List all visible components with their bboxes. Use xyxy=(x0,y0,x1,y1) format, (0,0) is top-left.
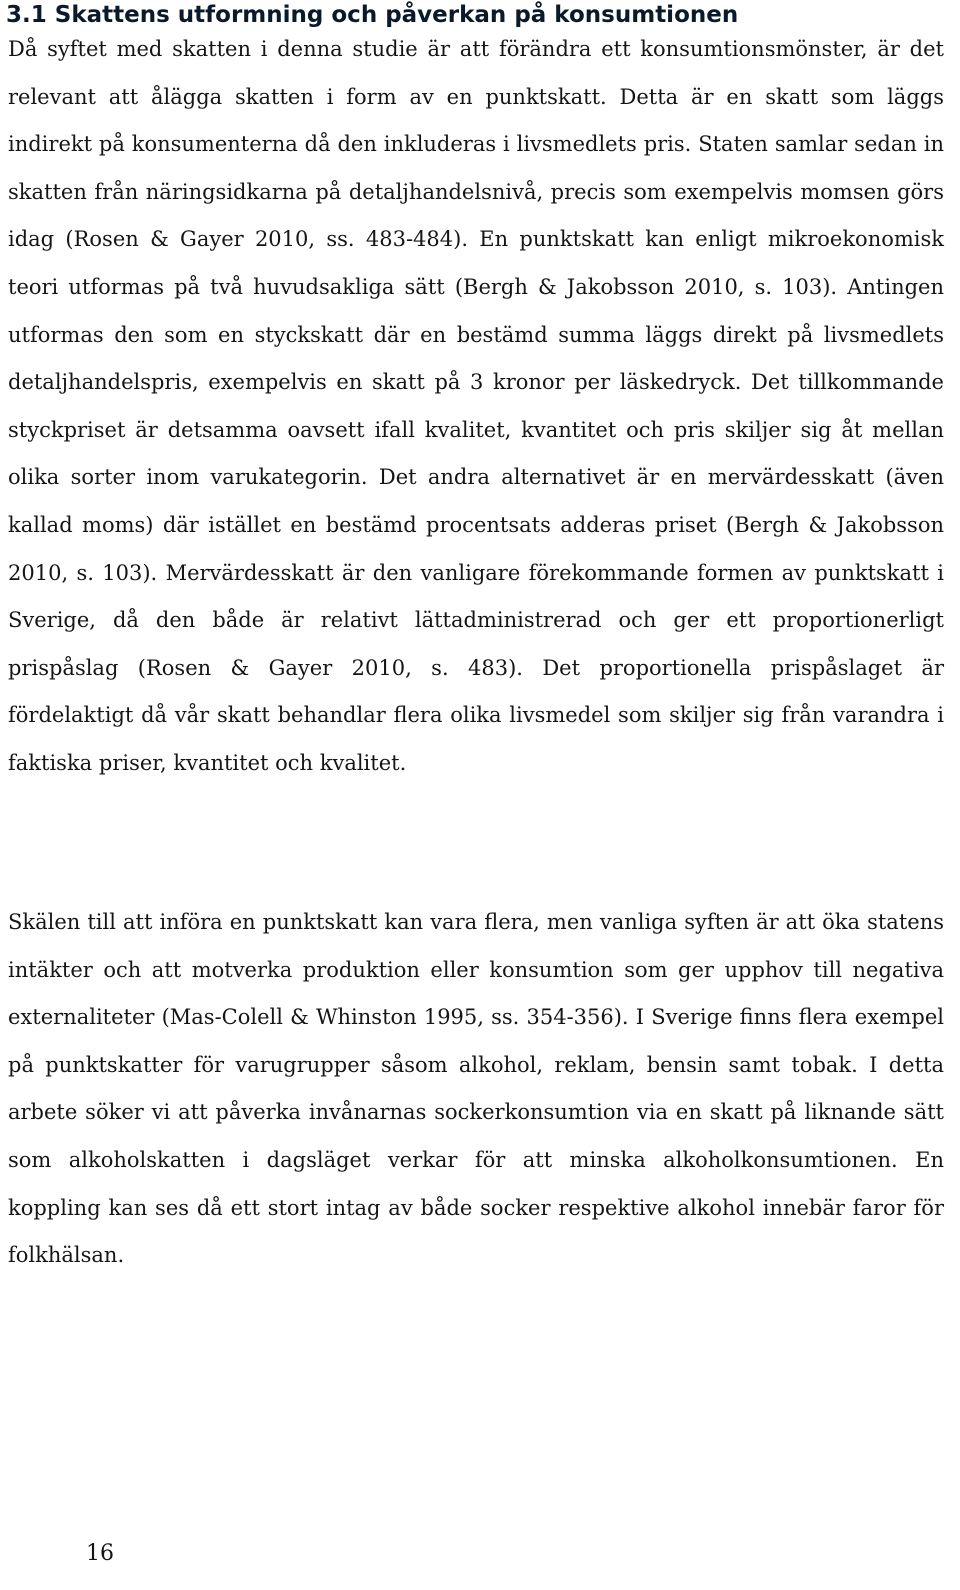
body-paragraph-2: Skälen till att införa en punktskatt kan vara flera, men vanliga syften är att öka statens intäkter och att motverka produktion eller konsumtion som ger upphov till negativa externaliteter (Mas-Colell & Whinston 1995, ss. 354-356). I Sverige finns flera exempel på punktskatter för varugrupper såsom alkohol, reklam, bensin samt tobak. I detta arbete söker vi att påverka invånarnas sockerkonsumtion via en skatt på liknande sätt som alkoholskatten i dagsläget verkar för att minska alkoholkonsumtionen. En koppling kan ses då ett stort intag av både socker respektive alkohol innebär faror för folkhälsan. xyxy=(8,910,944,1268)
page-number: 16 xyxy=(86,1541,114,1566)
body-paragraph-1: Då syftet med skatten i denna studie är att förändra ett konsumtionsmönster, är det relevant att ålägga skatten i form av en punktskatt. Detta är en skatt som läggs indirekt på konsumenterna då den inkluderas i livsmedlets pris. Staten samlar sedan in skatten från näringsidkarna på detaljhandelsnivå, precis som exempelvis momsen görs idag (Rosen & Gayer 2010, ss. 483-484). En punktskatt kan enligt mikroekonomisk teori utformas på två huvudsakliga sätt (Bergh & Jakobsson 2010, s. 103). Antingen utformas den som en styckskatt där en bestämd summa läggs direkt på livsmedlets detaljhandelspris, exempelvis en skatt på 3 kronor per läskedryck. Det tillkommande styckpriset är detsamma oavsett ifall kvalitet, kvantitet och pris skiljer sig åt mellan olika sorter inom varukategorin. Det andra alternativet är en mervärdesskatt (även kallad moms) där istället en bestämd procentsats adderas priset (Bergh & Jakobsson 2010, s. 103). Mervärdesskatt är den vanligare förekommande formen av punktskatt i Sverige, då den både är relativt lättadministrerad och ger ett proportionerligt prispåslag (Rosen & Gayer 2010, s. 483). Det proportionella prispåslaget är fördelaktigt då vår skatt behandlar flera olika livsmedel som skiljer sig från varandra i faktiska priser, kvantitet och kvalitet. xyxy=(8,37,944,775)
section-heading: 3.1 Skattens utformning och påverkan på konsumtionen xyxy=(6,2,739,28)
